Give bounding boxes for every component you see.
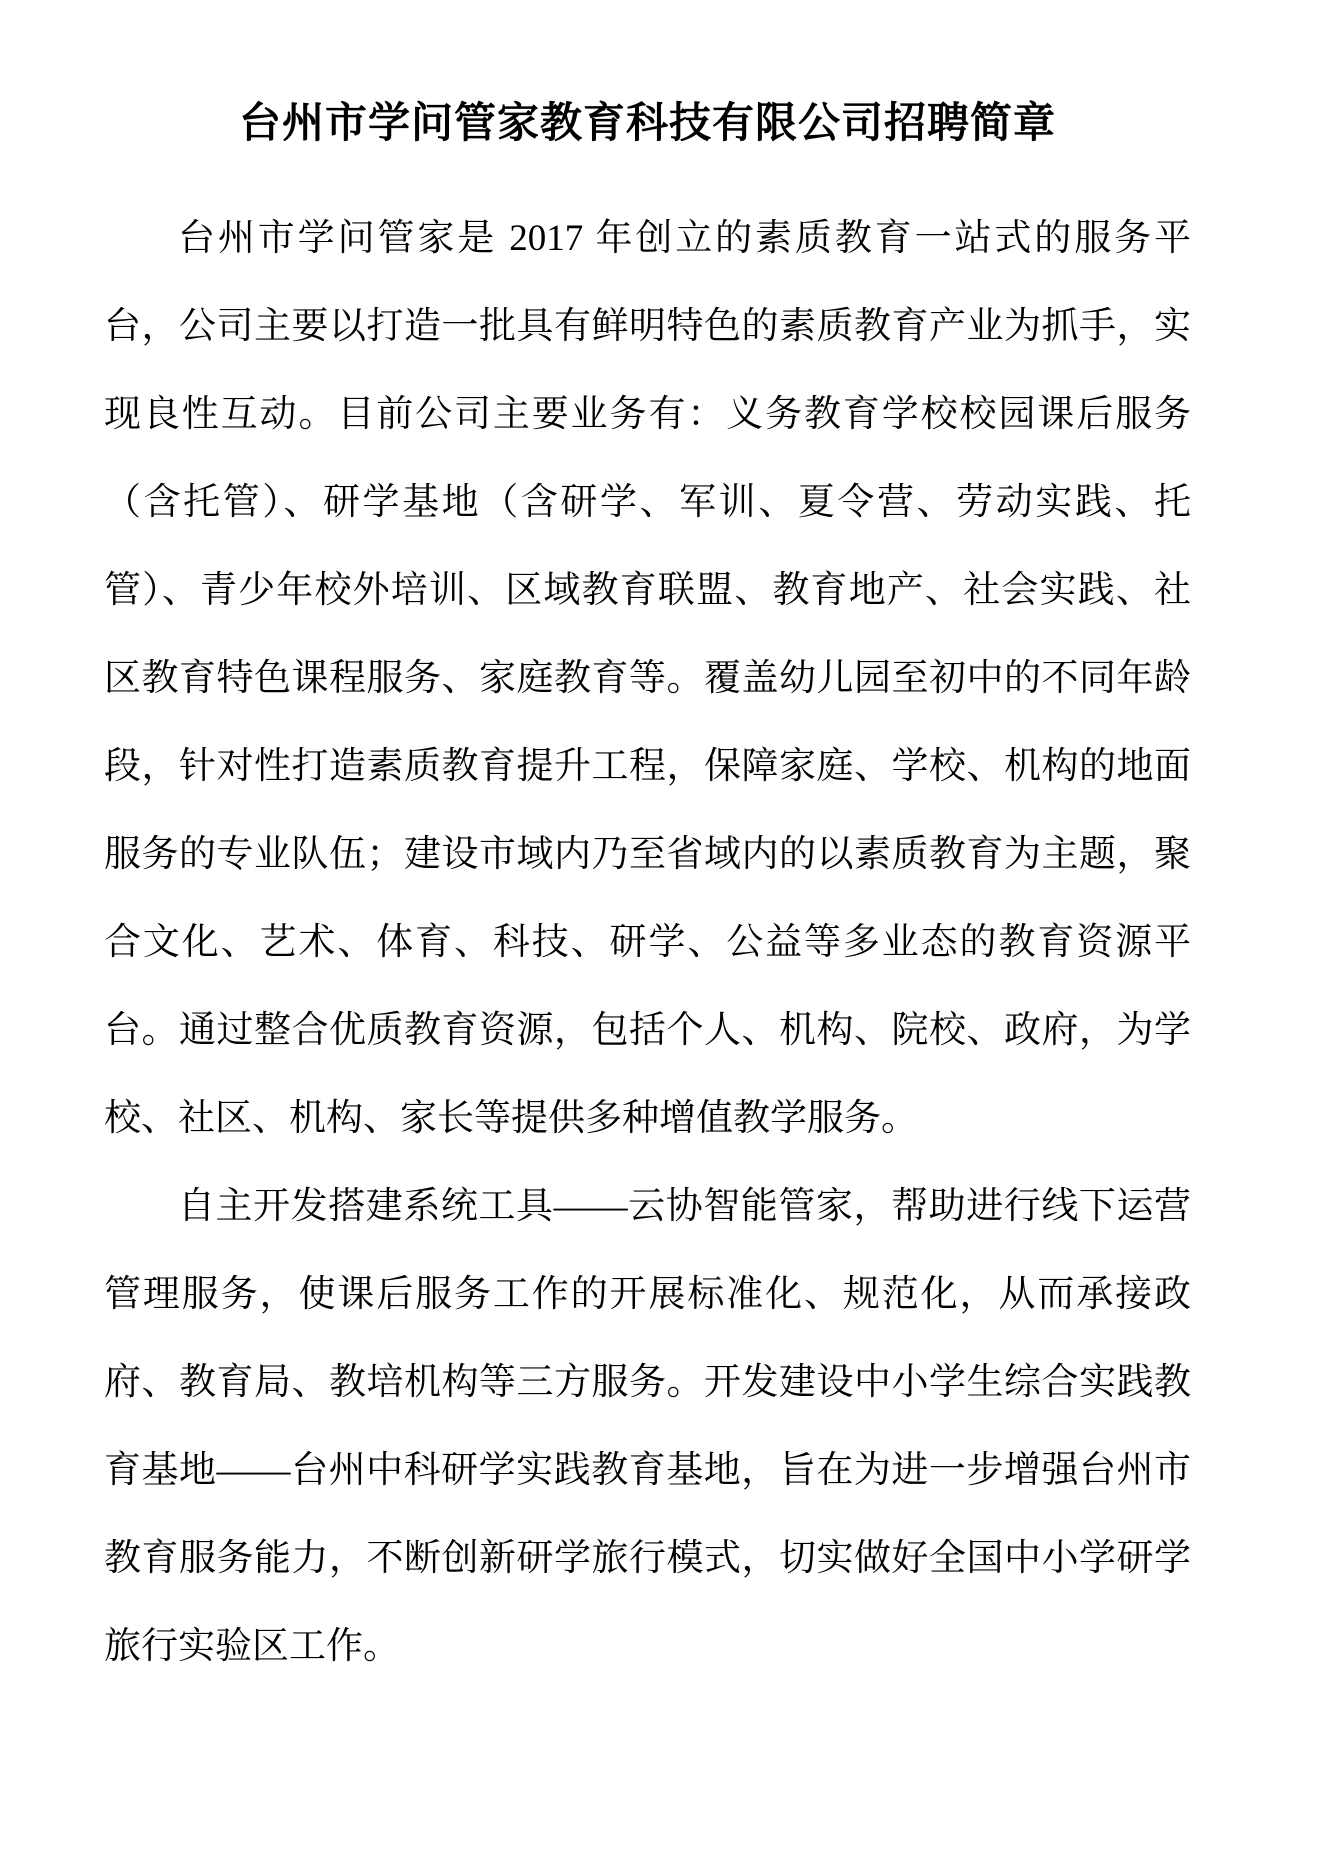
paragraph-company-intro: 台州市学问管家是 2017 年创立的素质教育一站式的服务平台，公司主要以打造一批具有鲜明特色的素质教育产业为抓手，实现良性互动。目前公司主要业务有：义务教育学校校园课后服务（含托管）、研学基地（含研学、军训、夏令营、劳动实践、托管）、青少年校外培训、区域教育联盟、教育地产、社会实践、社区教育特色课程服务、家庭教育等。覆盖幼儿园至初中的不同年龄段，针对性打造素质教育提升工程，保障家庭、学校、机构的地面服务的专业队伍；建设市域内乃至省域内的以素质教育为主题，聚合文化、艺术、体育、科技、研学、公益等多业态的教育资源平台。通过整合优质教育资源，包括个人、机构、院校、政府，为学校、社区、机构、家长等提供多种增值教学服务。 (104, 217, 1191, 1139)
paragraph-system-tools: 自主开发搭建系统工具——云协智能管家，帮助进行线下运营管理服务，使课后服务工作的开展标准化、规范化，从而承接政府、教育局、教培机构等三方服务。开发建设中小学生综合实践教育基地——台州中科研学实践教育基地，旨在为进一步增强台州市教育服务能力，不断创新研学旅行模式，切实做好全国中小学研学旅行实验区工作。 (104, 1185, 1191, 1667)
document-title: 台州市学问管家教育科技有限公司招聘简章 (238, 101, 1056, 147)
document-body (104, 195, 1191, 1691)
